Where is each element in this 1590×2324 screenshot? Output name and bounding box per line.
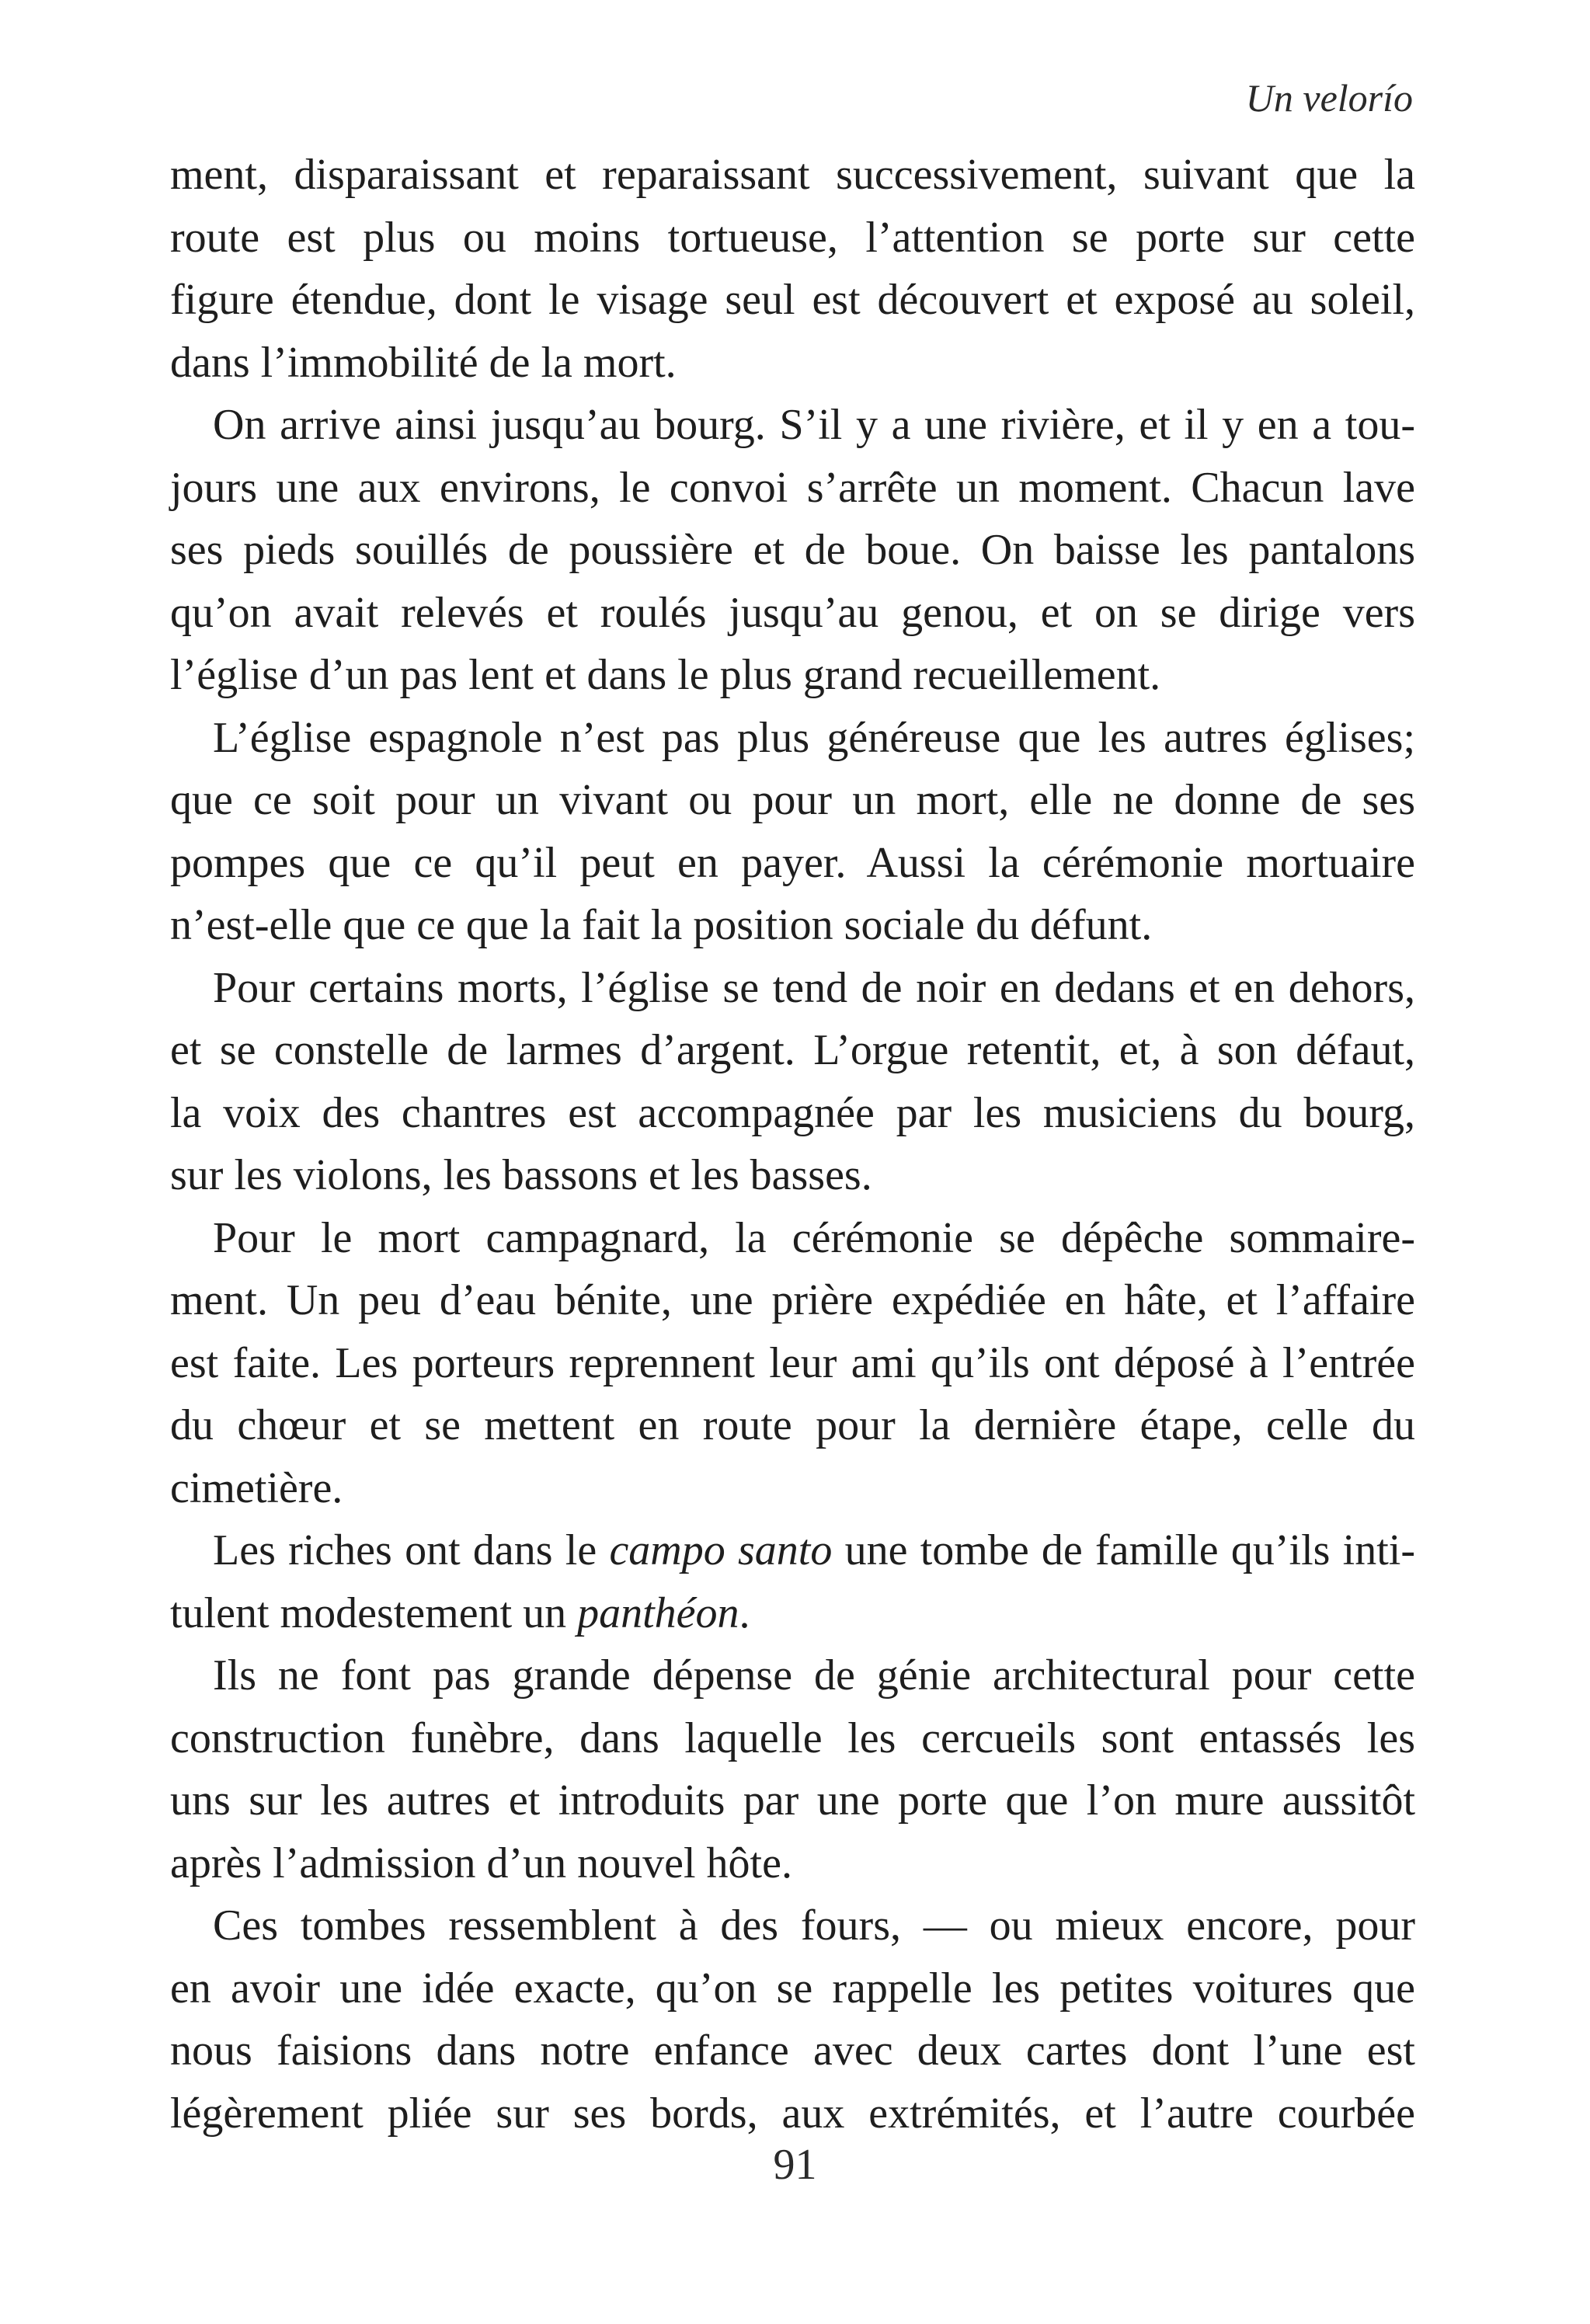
text-run: une tombe de famille qu’ils inti- bbox=[832, 1526, 1415, 1574]
text-line: n’est-elle que ce que la fait la position sociale du défunt. bbox=[170, 901, 1153, 949]
text-line: sur les violons, les bassons et les basses. bbox=[170, 1151, 872, 1199]
text-line: légèrement pliée sur ses bords, aux extrémités, et l’autre courbée bbox=[170, 2089, 1415, 2138]
text-run: tulent modestement un bbox=[170, 1588, 578, 1637]
text-line: Pour certains morts, l’église se tend de noir en dedans et en dehors, bbox=[213, 963, 1415, 1012]
paragraph bbox=[170, 1894, 1415, 2145]
text-line: ses pieds souillés de poussière et de boue. On baisse les pantalons bbox=[170, 526, 1415, 574]
text-line bbox=[170, 1519, 1415, 1582]
text-line: Ces tombes ressemblent à des fours, — ou mieux encore, pour bbox=[213, 1901, 1415, 1950]
paragraph bbox=[170, 707, 1415, 957]
text-line bbox=[170, 1582, 1415, 1645]
text-run: . bbox=[739, 1588, 750, 1637]
text-line: en avoir une idée exacte, qu’on se rappelle les petites voitures que bbox=[170, 1964, 1415, 2013]
text-line: L’église espagnole n’est pas plus généreuse que les autres églises; bbox=[213, 713, 1415, 762]
text-line: que ce soit pour un vivant ou pour un mort, elle ne donne de ses bbox=[170, 776, 1415, 824]
italic-term: campo santo bbox=[609, 1526, 833, 1574]
text-line: jours une aux environs, le convoi s’arrête un moment. Chacun lave bbox=[170, 463, 1415, 512]
text-line: ment, disparaissant et reparaissant successivement, suivant que la bbox=[170, 151, 1415, 199]
paragraph bbox=[170, 144, 1415, 394]
text-line: nous faisions dans notre enfance avec deux cartes dont l’une est bbox=[170, 2027, 1415, 2075]
text-line: la voix des chantres est accompagnée par les musiciens du bourg, bbox=[170, 1088, 1415, 1137]
running-head: Un velorío bbox=[1245, 76, 1413, 120]
body-text bbox=[170, 144, 1415, 2145]
paragraph bbox=[170, 1644, 1415, 1894]
text-line: figure étendue, dont le visage seul est découvert et exposé au soleil, bbox=[170, 276, 1415, 324]
italic-term: panthéon bbox=[577, 1588, 739, 1637]
paragraph bbox=[170, 1519, 1415, 1644]
text-line: dans l’immobilité de la mort. bbox=[170, 338, 677, 387]
text-line: l’église d’un pas lent et dans le plus grand recueillement. bbox=[170, 651, 1161, 699]
text-line: ment. Un peu d’eau bénite, une prière expédiée en hâte, et l’affaire bbox=[170, 1276, 1415, 1324]
text-run: Les riches ont dans le bbox=[213, 1526, 610, 1574]
text-line: après l’admission d’un nouvel hôte. bbox=[170, 1839, 792, 1887]
paragraph bbox=[170, 394, 1415, 707]
text-line: qu’on avait relevés et roulés jusqu’au genou, et on se dirige vers bbox=[170, 588, 1415, 637]
text-line: route est plus ou moins tortueuse, l’attention se porte sur cette bbox=[170, 213, 1415, 262]
text-line: Pour le mort campagnard, la cérémonie se dépêche sommaire- bbox=[213, 1213, 1415, 1262]
text-line: construction funèbre, dans laquelle les cercueils sont entassés les bbox=[170, 1713, 1415, 1762]
text-line: uns sur les autres et introduits par une porte que l’on mure aussitôt bbox=[170, 1776, 1415, 1825]
text-line: cimetière. bbox=[170, 1463, 343, 1512]
paragraph bbox=[170, 1207, 1415, 1520]
text-line: pompes que ce qu’il peut en payer. Aussi la cérémonie mortuaire bbox=[170, 838, 1415, 887]
text-line: est faite. Les porteurs reprennent leur ami qu’ils ont déposé à l’entrée bbox=[170, 1338, 1415, 1387]
text-line: du chœur et se mettent en route pour la dernière étape, celle du bbox=[170, 1401, 1415, 1449]
paragraph bbox=[170, 957, 1415, 1207]
text-line: On arrive ainsi jusqu’au bourg. S’il y a une rivière, et il y en a tou- bbox=[213, 401, 1415, 449]
text-line: Ils ne font pas grande dépense de génie architectural pour cette bbox=[213, 1651, 1415, 1700]
text-line: et se constelle de larmes d’argent. L’orgue retentit, et, à son défaut, bbox=[170, 1026, 1415, 1074]
page-number: 91 bbox=[773, 2141, 817, 2189]
